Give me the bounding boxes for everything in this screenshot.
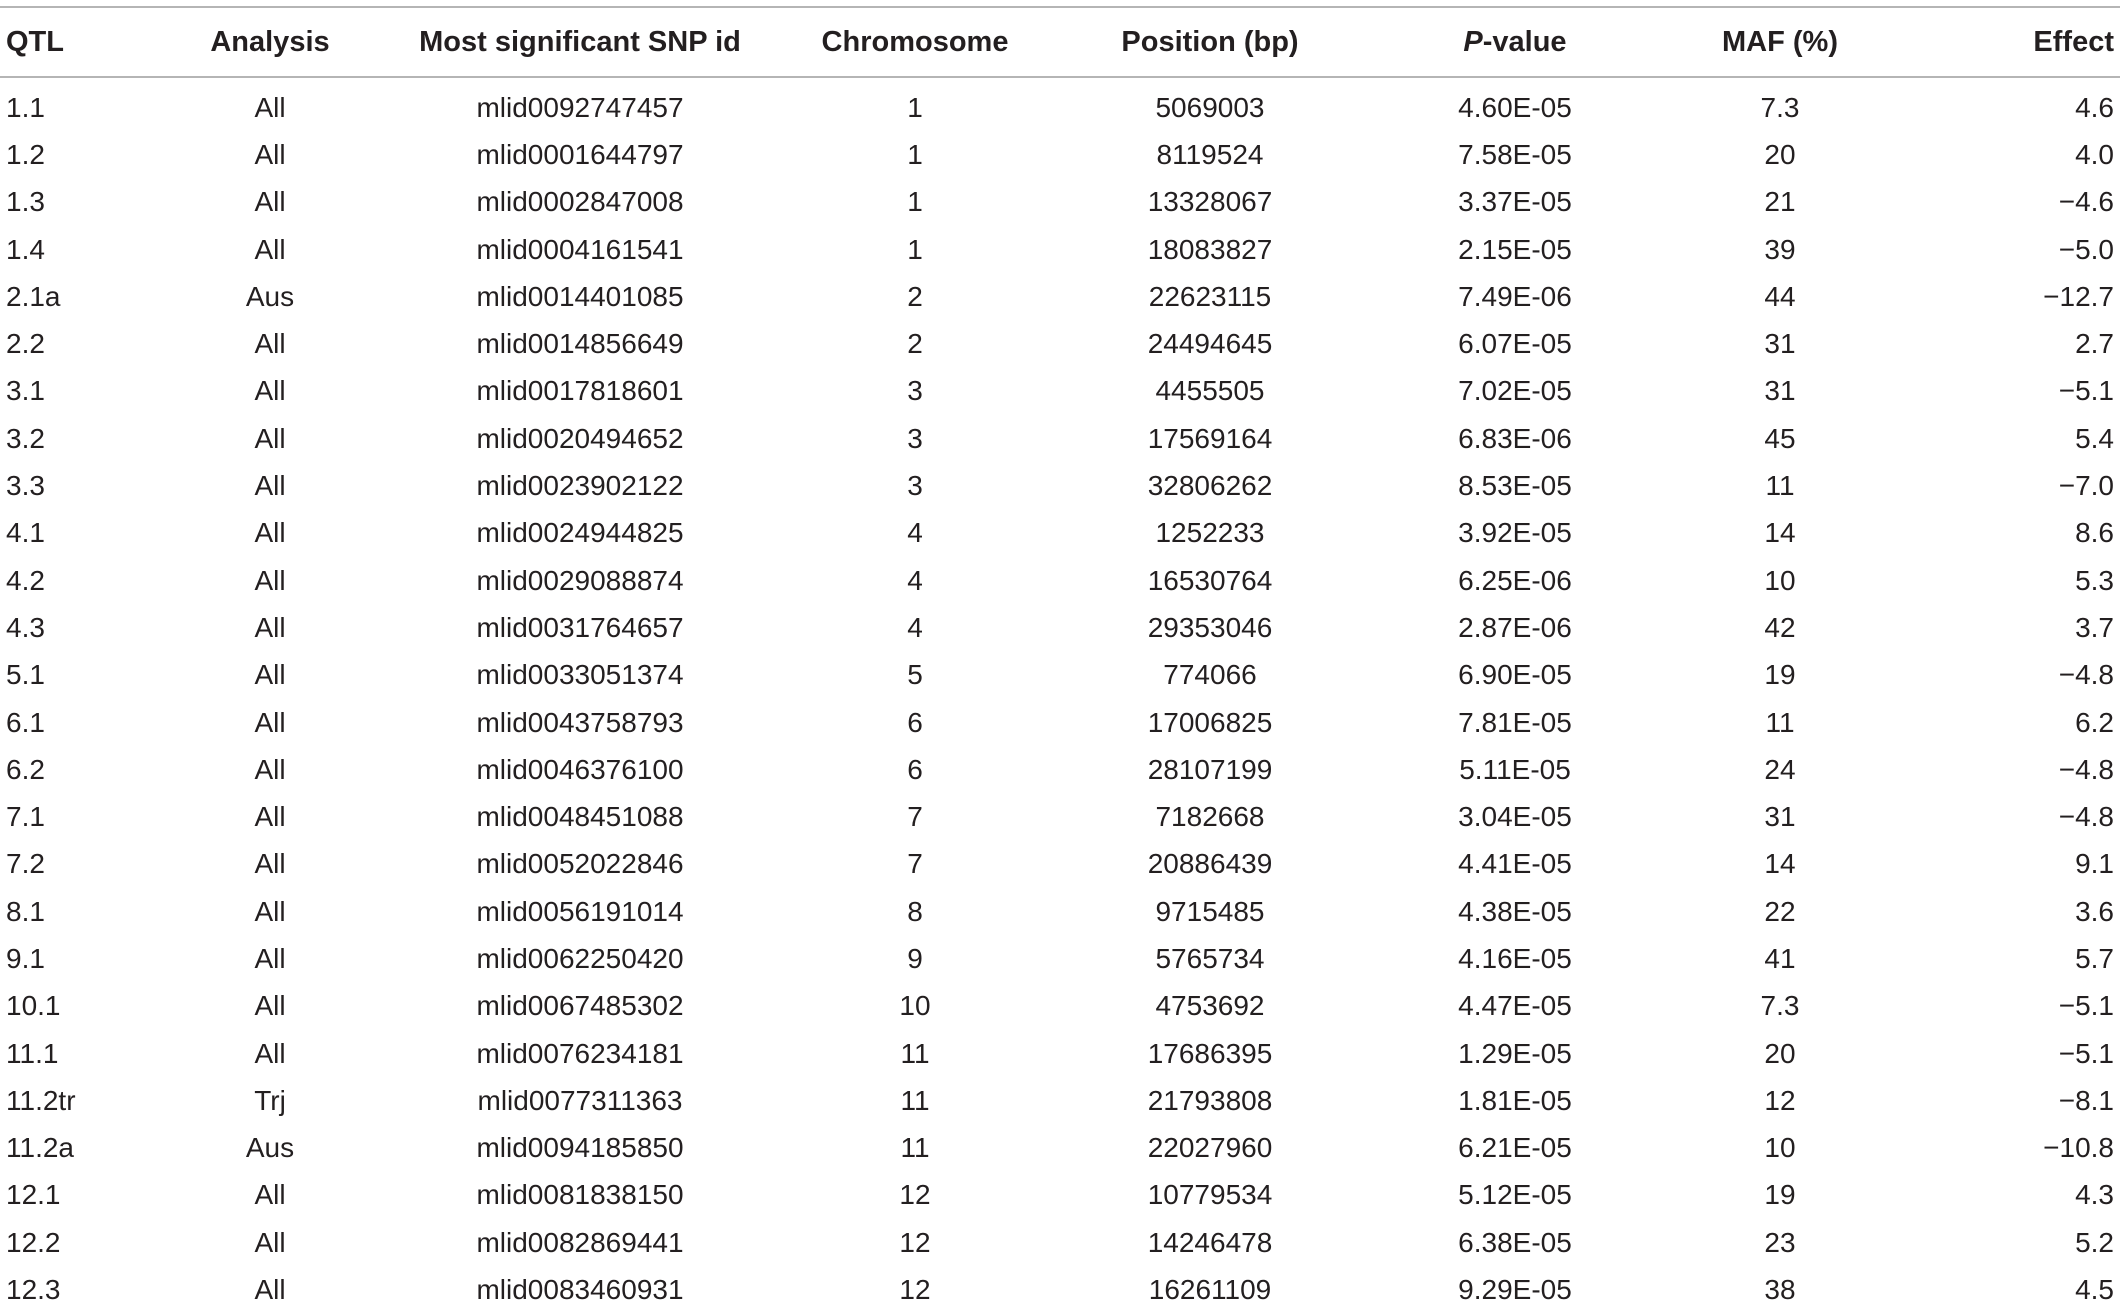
header-maf: MAF (%) xyxy=(1722,25,1838,58)
cell-position: 20886439 xyxy=(1147,848,1273,880)
cell-position: 16261109 xyxy=(1148,1274,1272,1306)
cell-qtl: 12.1 xyxy=(6,1179,61,1211)
cell-qtl: 11.2a xyxy=(6,1132,74,1164)
cell-position: 4753692 xyxy=(1155,990,1265,1022)
cell-snp-id: mlid0077311363 xyxy=(477,1084,683,1116)
cell-p-value: 3.92E-05 xyxy=(1458,517,1572,549)
table-row xyxy=(0,699,2120,746)
cell-p-value: 4.38E-05 xyxy=(1458,895,1572,927)
cell-position: 13328067 xyxy=(1147,186,1273,218)
table-row xyxy=(0,888,2120,935)
header-p-suffix: -value xyxy=(1482,25,1567,58)
cell-qtl: 4.1 xyxy=(6,517,45,549)
cell-chromosome: 3 xyxy=(907,375,923,407)
cell-position: 22623115 xyxy=(1148,280,1272,312)
cell-p-value: 9.29E-05 xyxy=(1458,1274,1572,1306)
cell-position: 4455505 xyxy=(1155,375,1265,407)
cell-chromosome: 2 xyxy=(907,328,923,360)
cell-analysis: All xyxy=(254,517,286,549)
cell-chromosome: 12 xyxy=(899,1226,931,1258)
header-snp-id: Most significant SNP id xyxy=(419,25,741,58)
cell-maf: 41 xyxy=(1764,942,1796,974)
cell-qtl: 2.2 xyxy=(6,328,45,360)
cell-p-value: 7.58E-05 xyxy=(1458,138,1572,170)
cell-qtl: 6.2 xyxy=(6,753,45,785)
cell-snp-id: mlid0024944825 xyxy=(476,517,684,549)
cell-p-value: 2.15E-05 xyxy=(1458,233,1572,265)
cell-qtl: 2.1a xyxy=(6,280,61,312)
cell-p-value: 1.29E-05 xyxy=(1458,1037,1572,1069)
cell-position: 24494645 xyxy=(1147,328,1273,360)
table-row xyxy=(0,1172,2120,1219)
cell-qtl: 8.1 xyxy=(6,895,45,927)
cell-position: 22027960 xyxy=(1147,1132,1273,1164)
cell-qtl: 4.3 xyxy=(6,611,45,643)
cell-chromosome: 1 xyxy=(907,186,923,218)
cell-qtl: 3.3 xyxy=(6,470,45,502)
header-effect: Effect xyxy=(2033,25,2114,58)
header-chromosome: Chromosome xyxy=(821,25,1009,58)
table-body xyxy=(0,76,2120,1314)
cell-chromosome: 8 xyxy=(907,895,923,927)
cell-effect: 8.6 xyxy=(2075,517,2114,549)
qtl-table xyxy=(0,8,2120,1314)
cell-analysis: All xyxy=(254,1226,286,1258)
cell-qtl: 1.1 xyxy=(6,91,45,123)
cell-qtl: 11.1 xyxy=(6,1037,59,1069)
table-row xyxy=(0,131,2120,178)
cell-snp-id: mlid0062250420 xyxy=(476,942,684,974)
cell-analysis: All xyxy=(254,233,286,265)
cell-position: 7182668 xyxy=(1155,801,1265,833)
cell-snp-id: mlid0056191014 xyxy=(476,895,684,927)
cell-analysis: All xyxy=(254,1179,286,1211)
cell-analysis: Trj xyxy=(254,1084,286,1116)
cell-snp-id: mlid0004161541 xyxy=(476,233,684,265)
cell-position: 17006825 xyxy=(1147,706,1273,738)
cell-analysis: All xyxy=(254,848,286,880)
cell-snp-id: mlid0092747457 xyxy=(476,91,684,123)
cell-chromosome: 1 xyxy=(907,233,923,265)
cell-p-value: 7.49E-06 xyxy=(1458,280,1572,312)
header-analysis: Analysis xyxy=(210,25,330,58)
cell-p-value: 6.07E-05 xyxy=(1458,328,1572,360)
cell-maf: 31 xyxy=(1764,375,1796,407)
cell-maf: 45 xyxy=(1764,422,1796,454)
cell-chromosome: 4 xyxy=(907,517,923,549)
cell-analysis: Aus xyxy=(245,1132,295,1164)
cell-maf: 31 xyxy=(1764,801,1796,833)
cell-chromosome: 3 xyxy=(907,422,923,454)
cell-snp-id: mlid0052022846 xyxy=(476,848,684,880)
cell-position: 17569164 xyxy=(1147,422,1273,454)
table-row xyxy=(0,983,2120,1030)
cell-effect: 3.6 xyxy=(2075,895,2114,927)
cell-qtl: 1.3 xyxy=(6,186,45,218)
cell-maf: 10 xyxy=(1764,1132,1796,1164)
cell-effect: −5.1 xyxy=(2058,990,2114,1022)
table-header-row xyxy=(0,8,2120,76)
cell-effect: −12.7 xyxy=(2043,280,2114,312)
cell-maf: 19 xyxy=(1764,659,1796,691)
cell-effect: −4.8 xyxy=(2058,659,2114,691)
cell-p-value: 6.90E-05 xyxy=(1458,659,1572,691)
cell-p-value: 2.87E-06 xyxy=(1458,611,1572,643)
cell-snp-id: mlid0043758793 xyxy=(476,706,684,738)
cell-qtl: 10.1 xyxy=(6,990,61,1022)
cell-maf: 21 xyxy=(1764,186,1796,218)
cell-p-value: 6.83E-06 xyxy=(1458,422,1572,454)
cell-qtl: 4.2 xyxy=(6,564,45,596)
cell-position: 28107199 xyxy=(1147,753,1273,785)
cell-chromosome: 5 xyxy=(907,659,923,691)
cell-analysis: All xyxy=(254,895,286,927)
cell-effect: 4.3 xyxy=(2075,1179,2114,1211)
cell-chromosome: 3 xyxy=(907,470,923,502)
cell-position: 8119524 xyxy=(1156,138,1264,170)
cell-effect: −4.8 xyxy=(2058,801,2114,833)
cell-position: 9715485 xyxy=(1155,895,1265,927)
cell-effect: −5.1 xyxy=(2058,375,2114,407)
cell-position: 32806262 xyxy=(1147,470,1273,502)
cell-analysis: Aus xyxy=(245,280,295,312)
cell-maf: 38 xyxy=(1764,1274,1796,1306)
cell-p-value: 3.04E-05 xyxy=(1458,801,1572,833)
cell-analysis: All xyxy=(254,375,286,407)
cell-p-value: 8.53E-05 xyxy=(1458,470,1572,502)
cell-p-value: 3.37E-05 xyxy=(1458,186,1572,218)
cell-snp-id: mlid0014401085 xyxy=(476,280,684,312)
table-row xyxy=(0,557,2120,604)
table-row xyxy=(0,1266,2120,1313)
cell-effect: 5.7 xyxy=(2075,942,2114,974)
cell-maf: 20 xyxy=(1764,1037,1796,1069)
cell-effect: 4.0 xyxy=(2075,138,2114,170)
cell-snp-id: mlid0017818601 xyxy=(476,375,684,407)
cell-analysis: All xyxy=(254,91,286,123)
cell-qtl: 11.2tr xyxy=(6,1084,76,1116)
cell-chromosome: 9 xyxy=(907,942,923,974)
table-row xyxy=(0,793,2120,840)
cell-analysis: All xyxy=(254,753,286,785)
cell-snp-id: mlid0048451088 xyxy=(476,801,684,833)
cell-maf: 19 xyxy=(1764,1179,1796,1211)
cell-p-value: 5.11E-05 xyxy=(1459,753,1571,785)
cell-position: 29353046 xyxy=(1147,611,1273,643)
cell-chromosome: 7 xyxy=(907,848,923,880)
table-row xyxy=(0,462,2120,509)
cell-qtl: 9.1 xyxy=(6,942,45,974)
cell-snp-id: mlid0029088874 xyxy=(476,564,684,596)
cell-p-value: 1.81E-05 xyxy=(1458,1084,1572,1116)
header-position: Position (bp) xyxy=(1121,25,1299,58)
cell-qtl: 3.1 xyxy=(6,375,45,407)
cell-effect: −4.8 xyxy=(2058,753,2114,785)
cell-maf: 44 xyxy=(1764,280,1796,312)
cell-position: 16530764 xyxy=(1147,564,1273,596)
cell-qtl: 12.2 xyxy=(6,1226,61,1258)
cell-snp-id: mlid0046376100 xyxy=(476,753,684,785)
cell-snp-id: mlid0033051374 xyxy=(476,659,684,691)
cell-position: 5069003 xyxy=(1155,91,1265,123)
table-row xyxy=(0,1077,2120,1124)
cell-maf: 22 xyxy=(1764,895,1796,927)
cell-analysis: All xyxy=(254,328,286,360)
cell-snp-id: mlid0020494652 xyxy=(476,422,684,454)
cell-chromosome: 12 xyxy=(899,1179,931,1211)
table-row xyxy=(0,510,2120,557)
cell-maf: 31 xyxy=(1764,328,1796,360)
cell-p-value: 6.38E-05 xyxy=(1458,1226,1572,1258)
cell-analysis: All xyxy=(254,611,286,643)
cell-analysis: All xyxy=(254,138,286,170)
cell-p-value: 4.16E-05 xyxy=(1458,942,1572,974)
cell-analysis: All xyxy=(254,659,286,691)
cell-analysis: All xyxy=(254,706,286,738)
cell-p-value: 4.60E-05 xyxy=(1458,91,1572,123)
cell-effect: −5.0 xyxy=(2058,233,2114,265)
cell-snp-id: mlid0001644797 xyxy=(476,138,684,170)
cell-maf: 12 xyxy=(1764,1084,1796,1116)
table-row xyxy=(0,841,2120,888)
cell-effect: 6.2 xyxy=(2075,706,2114,738)
cell-effect: 9.1 xyxy=(2075,848,2114,880)
table-row xyxy=(0,226,2120,273)
cell-analysis: All xyxy=(254,186,286,218)
table-row xyxy=(0,1125,2120,1172)
cell-analysis: All xyxy=(254,990,286,1022)
cell-effect: −8.1 xyxy=(2058,1084,2114,1116)
table-row xyxy=(0,604,2120,651)
cell-snp-id: mlid0031764657 xyxy=(476,611,684,643)
cell-effect: 5.3 xyxy=(2075,564,2114,596)
table-row xyxy=(0,273,2120,320)
cell-analysis: All xyxy=(254,942,286,974)
cell-p-value: 5.12E-05 xyxy=(1458,1179,1572,1211)
cell-chromosome: 1 xyxy=(907,138,923,170)
cell-chromosome: 12 xyxy=(899,1274,931,1306)
cell-snp-id: mlid0002847008 xyxy=(476,186,684,218)
cell-position: 774066 xyxy=(1163,659,1257,691)
cell-qtl: 1.4 xyxy=(6,233,45,265)
cell-analysis: All xyxy=(254,1274,286,1306)
cell-effect: 4.6 xyxy=(2075,91,2114,123)
table-row xyxy=(0,76,2120,131)
cell-chromosome: 6 xyxy=(907,706,923,738)
cell-effect: 5.2 xyxy=(2075,1226,2114,1258)
cell-qtl: 12.3 xyxy=(6,1274,61,1306)
cell-snp-id: mlid0082869441 xyxy=(476,1226,684,1258)
cell-qtl: 1.2 xyxy=(6,138,45,170)
cell-chromosome: 10 xyxy=(899,990,931,1022)
cell-effect: −5.1 xyxy=(2058,1037,2114,1069)
cell-maf: 14 xyxy=(1764,848,1796,880)
cell-maf: 39 xyxy=(1764,233,1796,265)
cell-analysis: All xyxy=(254,801,286,833)
cell-position: 18083827 xyxy=(1147,233,1273,265)
cell-analysis: All xyxy=(254,1037,286,1069)
cell-maf: 23 xyxy=(1764,1226,1796,1258)
cell-chromosome: 1 xyxy=(907,91,923,123)
cell-maf: 11 xyxy=(1765,470,1795,502)
cell-snp-id: mlid0083460931 xyxy=(476,1274,684,1306)
cell-qtl: 5.1 xyxy=(6,659,45,691)
cell-chromosome: 11 xyxy=(900,1084,930,1116)
cell-maf: 14 xyxy=(1764,517,1796,549)
cell-effect: −4.6 xyxy=(2058,186,2114,218)
table-row xyxy=(0,368,2120,415)
cell-snp-id: mlid0067485302 xyxy=(476,990,684,1022)
cell-chromosome: 11 xyxy=(900,1132,930,1164)
cell-snp-id: mlid0094185850 xyxy=(476,1132,684,1164)
table-row xyxy=(0,935,2120,982)
cell-p-value: 4.47E-05 xyxy=(1458,990,1572,1022)
cell-p-value: 6.25E-06 xyxy=(1458,564,1572,596)
cell-snp-id: mlid0081838150 xyxy=(476,1179,684,1211)
table-row xyxy=(0,1219,2120,1266)
cell-chromosome: 4 xyxy=(907,611,923,643)
cell-p-value: 6.21E-05 xyxy=(1458,1132,1572,1164)
table-row xyxy=(0,320,2120,367)
cell-chromosome: 4 xyxy=(907,564,923,596)
cell-qtl: 7.1 xyxy=(6,801,45,833)
cell-effect: 5.4 xyxy=(2075,422,2114,454)
cell-p-value: 4.41E-05 xyxy=(1458,848,1572,880)
cell-effect: −10.8 xyxy=(2043,1132,2114,1164)
cell-position: 17686395 xyxy=(1147,1037,1273,1069)
cell-effect: 2.7 xyxy=(2075,328,2114,360)
cell-maf: 11 xyxy=(1765,706,1795,738)
cell-qtl: 3.2 xyxy=(6,422,45,454)
cell-maf: 7.3 xyxy=(1760,91,1800,123)
cell-snp-id: mlid0076234181 xyxy=(476,1037,684,1069)
cell-maf: 7.3 xyxy=(1760,990,1800,1022)
cell-analysis: All xyxy=(254,470,286,502)
table-row xyxy=(0,415,2120,462)
cell-p-value: 7.02E-05 xyxy=(1458,375,1572,407)
cell-effect: −7.0 xyxy=(2058,470,2114,502)
cell-maf: 10 xyxy=(1764,564,1796,596)
cell-analysis: All xyxy=(254,564,286,596)
header-p-letter: P xyxy=(1463,25,1483,58)
cell-position: 14246478 xyxy=(1147,1226,1273,1258)
cell-position: 5765734 xyxy=(1155,942,1265,974)
cell-qtl: 7.2 xyxy=(6,848,45,880)
table-row xyxy=(0,1030,2120,1077)
header-p-value xyxy=(1370,8,1660,76)
cell-effect: 3.7 xyxy=(2075,611,2114,643)
cell-chromosome: 11 xyxy=(900,1037,930,1069)
cell-maf: 42 xyxy=(1764,611,1796,643)
table-row xyxy=(0,652,2120,699)
cell-chromosome: 6 xyxy=(907,753,923,785)
cell-position: 10779534 xyxy=(1147,1179,1273,1211)
cell-snp-id: mlid0023902122 xyxy=(476,470,684,502)
table-row xyxy=(0,179,2120,226)
cell-p-value: 7.81E-05 xyxy=(1458,706,1572,738)
cell-position: 1252233 xyxy=(1155,517,1265,549)
cell-chromosome: 2 xyxy=(907,280,923,312)
table-row xyxy=(0,746,2120,793)
cell-maf: 20 xyxy=(1764,138,1796,170)
cell-snp-id: mlid0014856649 xyxy=(476,328,684,360)
cell-effect: 4.5 xyxy=(2075,1274,2114,1306)
cell-qtl: 6.1 xyxy=(6,706,45,738)
cell-analysis: All xyxy=(254,422,286,454)
header-qtl: QTL xyxy=(6,25,64,58)
cell-position: 21793808 xyxy=(1147,1084,1273,1116)
cell-maf: 24 xyxy=(1764,753,1796,785)
cell-chromosome: 7 xyxy=(907,801,923,833)
